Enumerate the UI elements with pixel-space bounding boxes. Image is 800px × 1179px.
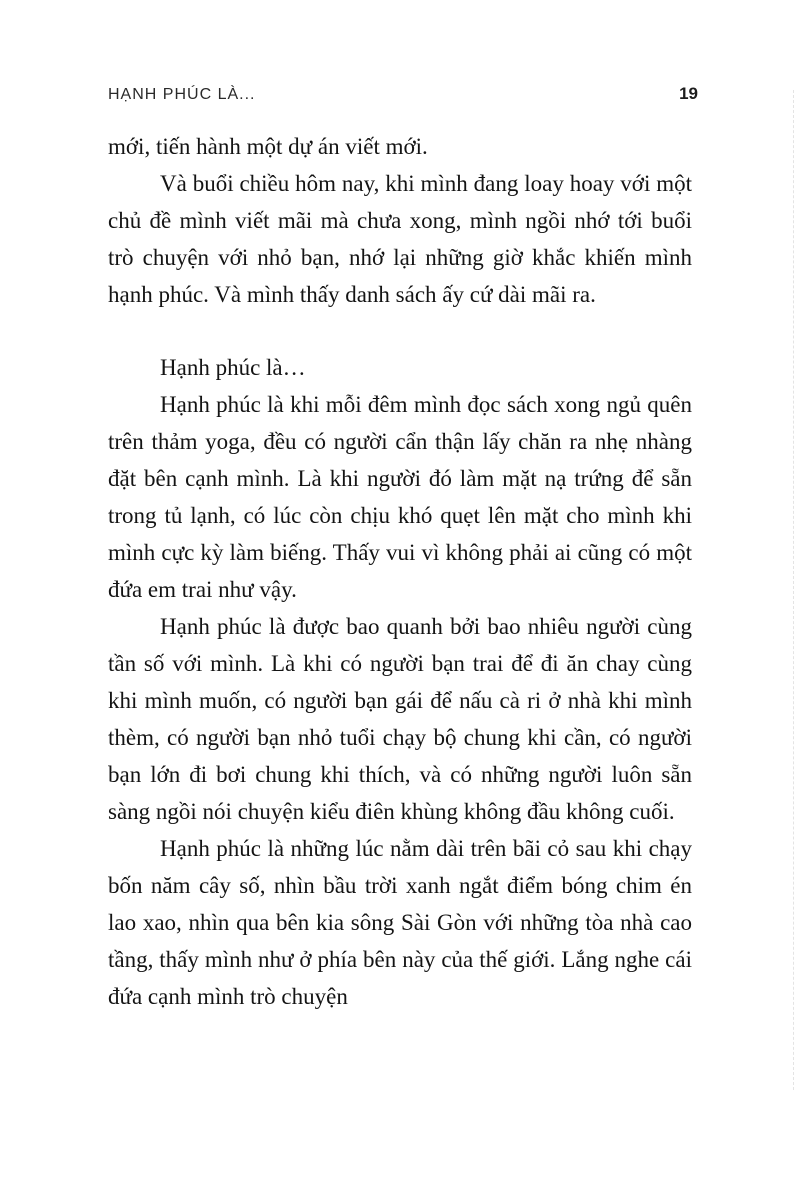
scan-artifact-edge [793, 90, 794, 1090]
running-title: HẠNH PHÚC LÀ... [108, 86, 256, 103]
paragraph: Hạnh phúc là những lúc nằm dài trên bãi cỏ sau khi chạy bốn năm cây số, nhìn bầu trời xanh ngắt điểm bóng chim én lao xao, nhìn qua bên kia sông Sài Gòn với những tòa nhà cao tầng, thấy mình như ở phía bên này của thế giới. Lắng nghe cái đứa cạnh mình trò chuyện [108, 836, 692, 1009]
paragraph: Và buổi chiều hôm nay, khi mình đang loay hoay với một chủ đề mình viết mãi mà chưa xong, mình ngồi nhớ tới buổi trò chuyện với nhỏ bạn, nhớ lại những giờ khắc khiến mình hạnh phúc. Và mình thấy danh sách ấy cứ dài mãi ra. [108, 171, 692, 307]
page-number: 19 [679, 84, 698, 103]
paragraph: Hạnh phúc là khi mỗi đêm mình đọc sách xong ngủ quên trên thảm yoga, đều có người cẩn thận lấy chăn ra nhẹ nhàng đặt bên cạnh mình. Là khi người đó làm mặt nạ trứng để sẵn trong tủ lạnh, có lúc còn chịu khó quẹt lên mặt cho mình khi mình cực kỳ làm biếng. Thấy vui vì không phải ai cũng có một đứa em trai như vậy. [108, 392, 692, 602]
paragraph: Hạnh phúc là được bao quanh bởi bao nhiêu người cùng tần số với mình. Là khi có người bạn trai để đi ăn chay cùng khi mình muốn, có người bạn gái để nấu cà ri ở nhà khi mình thèm, có người bạn nhỏ tuổi chạy bộ chung khi cần, có người bạn lớn đi bơi chung khi thích, và có những người luôn sẵn sàng ngồi nói chuyện kiểu điên khùng không đầu không cuối. [108, 614, 692, 824]
paragraph-continuation: mới, tiến hành một dự án viết mới. [108, 134, 428, 159]
body-text [108, 128, 692, 1015]
running-header [108, 84, 698, 104]
paragraph-lead-in: Hạnh phúc là… [160, 355, 306, 380]
